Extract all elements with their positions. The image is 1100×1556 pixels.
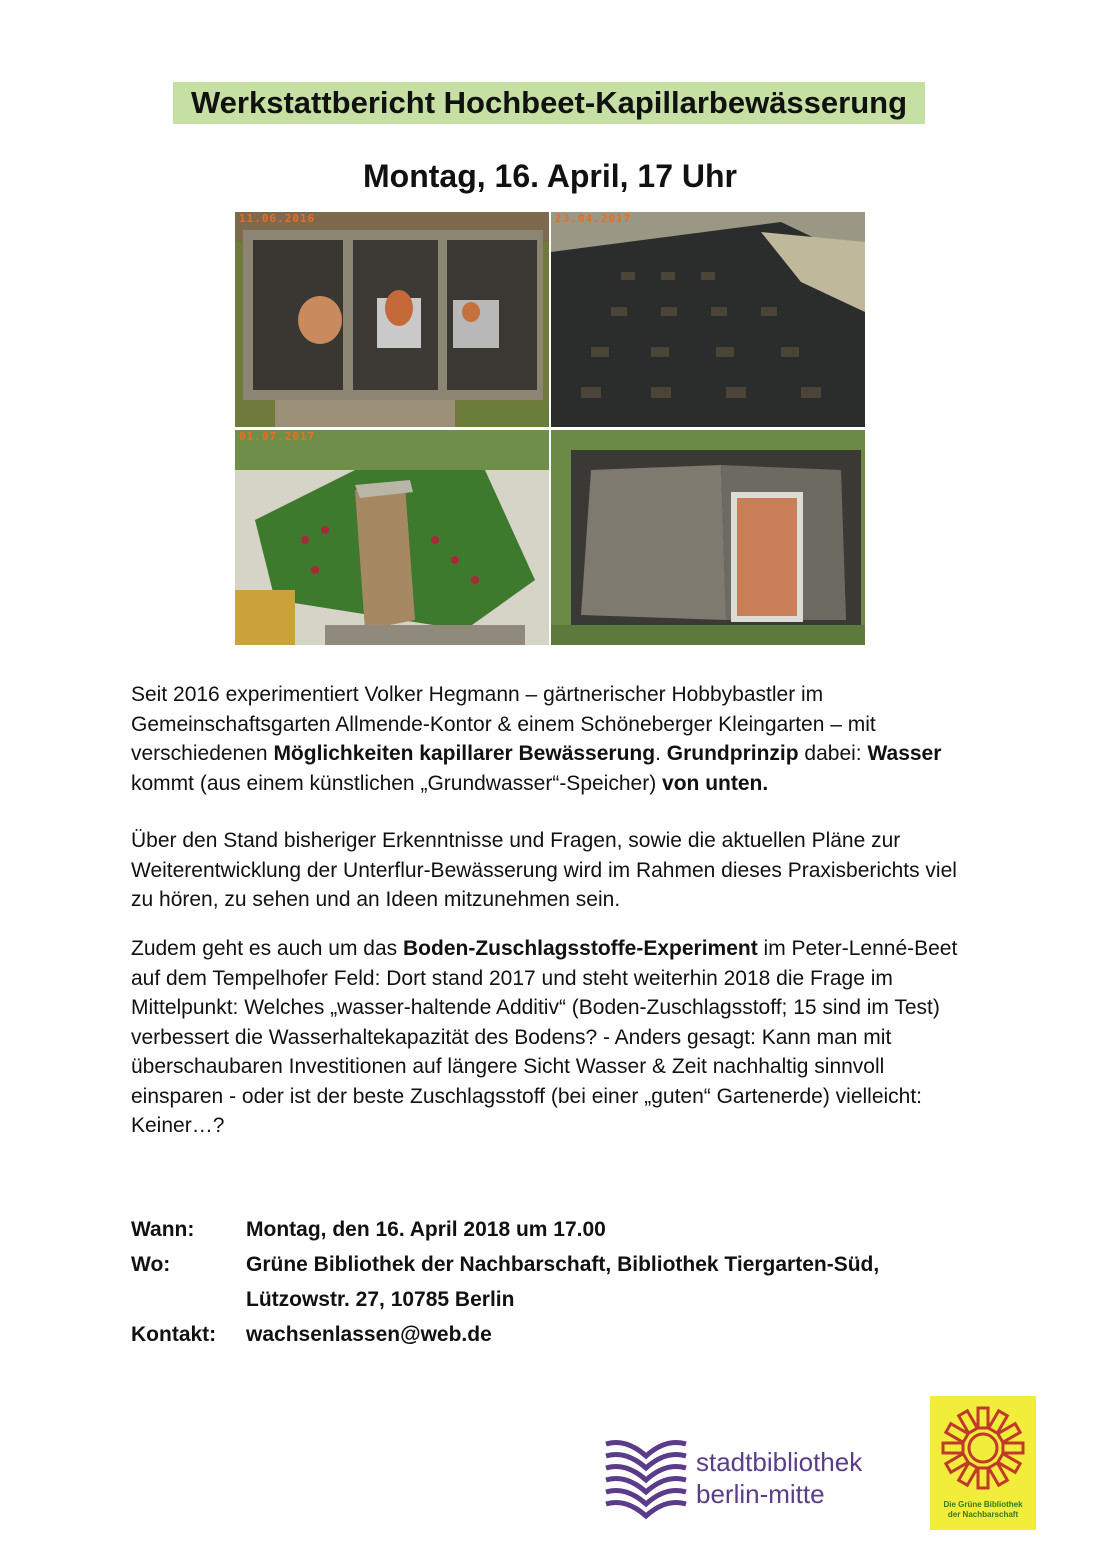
intro-paragraph: Seit 2016 experimentiert Volker Hegmann – gärtnerischer Hobbybastler im Gemeinschaftsgarten Allmende-Kontor & einem Schöneberger Kleingarten – mit verschiedenen Möglichkeiten kapillarer Bewässerung. Grundprinzip dabei: Wasser kommt (aus einem künstlichen „Grundwasser“-Speicher) von unten. [131,683,942,795]
where-label: Wo: [131,1253,171,1276]
gruene-bibliothek-name: Die Grüne Bibliothek [943,1500,1023,1509]
photo-planted-raised-bed [235,430,549,645]
event-date-heading: Montag, 16. April, 17 Uhr [363,158,737,194]
stadtbibliothek-logo [604,1436,884,1526]
photo-soil-and-clay-granules [551,430,865,645]
photo-liner-drainage-mats [551,212,865,427]
photo-raised-bed-compartments [235,212,549,427]
where-value-line2: Lützowstr. 27, 10785 Berlin [246,1288,515,1311]
photo-date-stamp: 23.04.2017 [555,212,632,225]
experiment-paragraph: Zudem geht es auch um das Boden-Zuschlagsstoffe-Experiment im Peter-Lenné-Beet auf dem Tempelhofer Feld: Dort stand 2017 und steht weiterhin 2018 die Frage im Mittelpunkt: Welches „wasser-haltende Additiv“ (Boden-Zuschlagsstoff; 15 sind im Test) verbessert die Wasserhaltekapazität des Bodens? - Anders gesagt: Kann man mit überschaubaren Investitionen auf längere Sicht Wasser & Zeit nachhaltig sinnvoll einsparen - oder ist der beste Zuschlagsstoff (bei einer „guten“ Gartenerde) vielleicht: Keiner…? [131,937,958,1137]
findings-paragraph: Über den Stand bisheriger Erkenntnisse und Fragen, sowie die aktuellen Pläne zur Weiterentwicklung der Unterflur-Bewässerung wird im Rahmen dieses Praxisberichts viel zu hören, zu sehen und an Ideen mitzunehmen sein. [131,829,957,911]
sun-emblem-icon [930,1396,1036,1500]
stadtbibliothek-name: stadtbibliothek [696,1447,863,1477]
where-value-line1: Grüne Bibliothek der Nachbarschaft, Bibliothek Tiergarten-Süd, [246,1253,880,1276]
page-title: Werkstattbericht Hochbeet-Kapillarbewässerung [173,82,925,124]
book-stripes-icon [604,1436,688,1520]
contact-email: wachsenlassen@web.de [246,1323,492,1346]
stadtbibliothek-district: berlin-mitte [696,1479,825,1509]
when-label: Wann: [131,1218,195,1241]
gruene-bibliothek-subtitle: der Nachbarschaft [947,1510,1019,1519]
photo-date-stamp: 11.06.2016 [239,212,316,225]
contact-label: Kontakt: [131,1323,217,1346]
when-value: Montag, den 16. April 2018 um 17.00 [246,1218,606,1241]
photo-date-stamp: 01.07.2017 [239,430,316,443]
gruene-bibliothek-logo [930,1396,1036,1530]
